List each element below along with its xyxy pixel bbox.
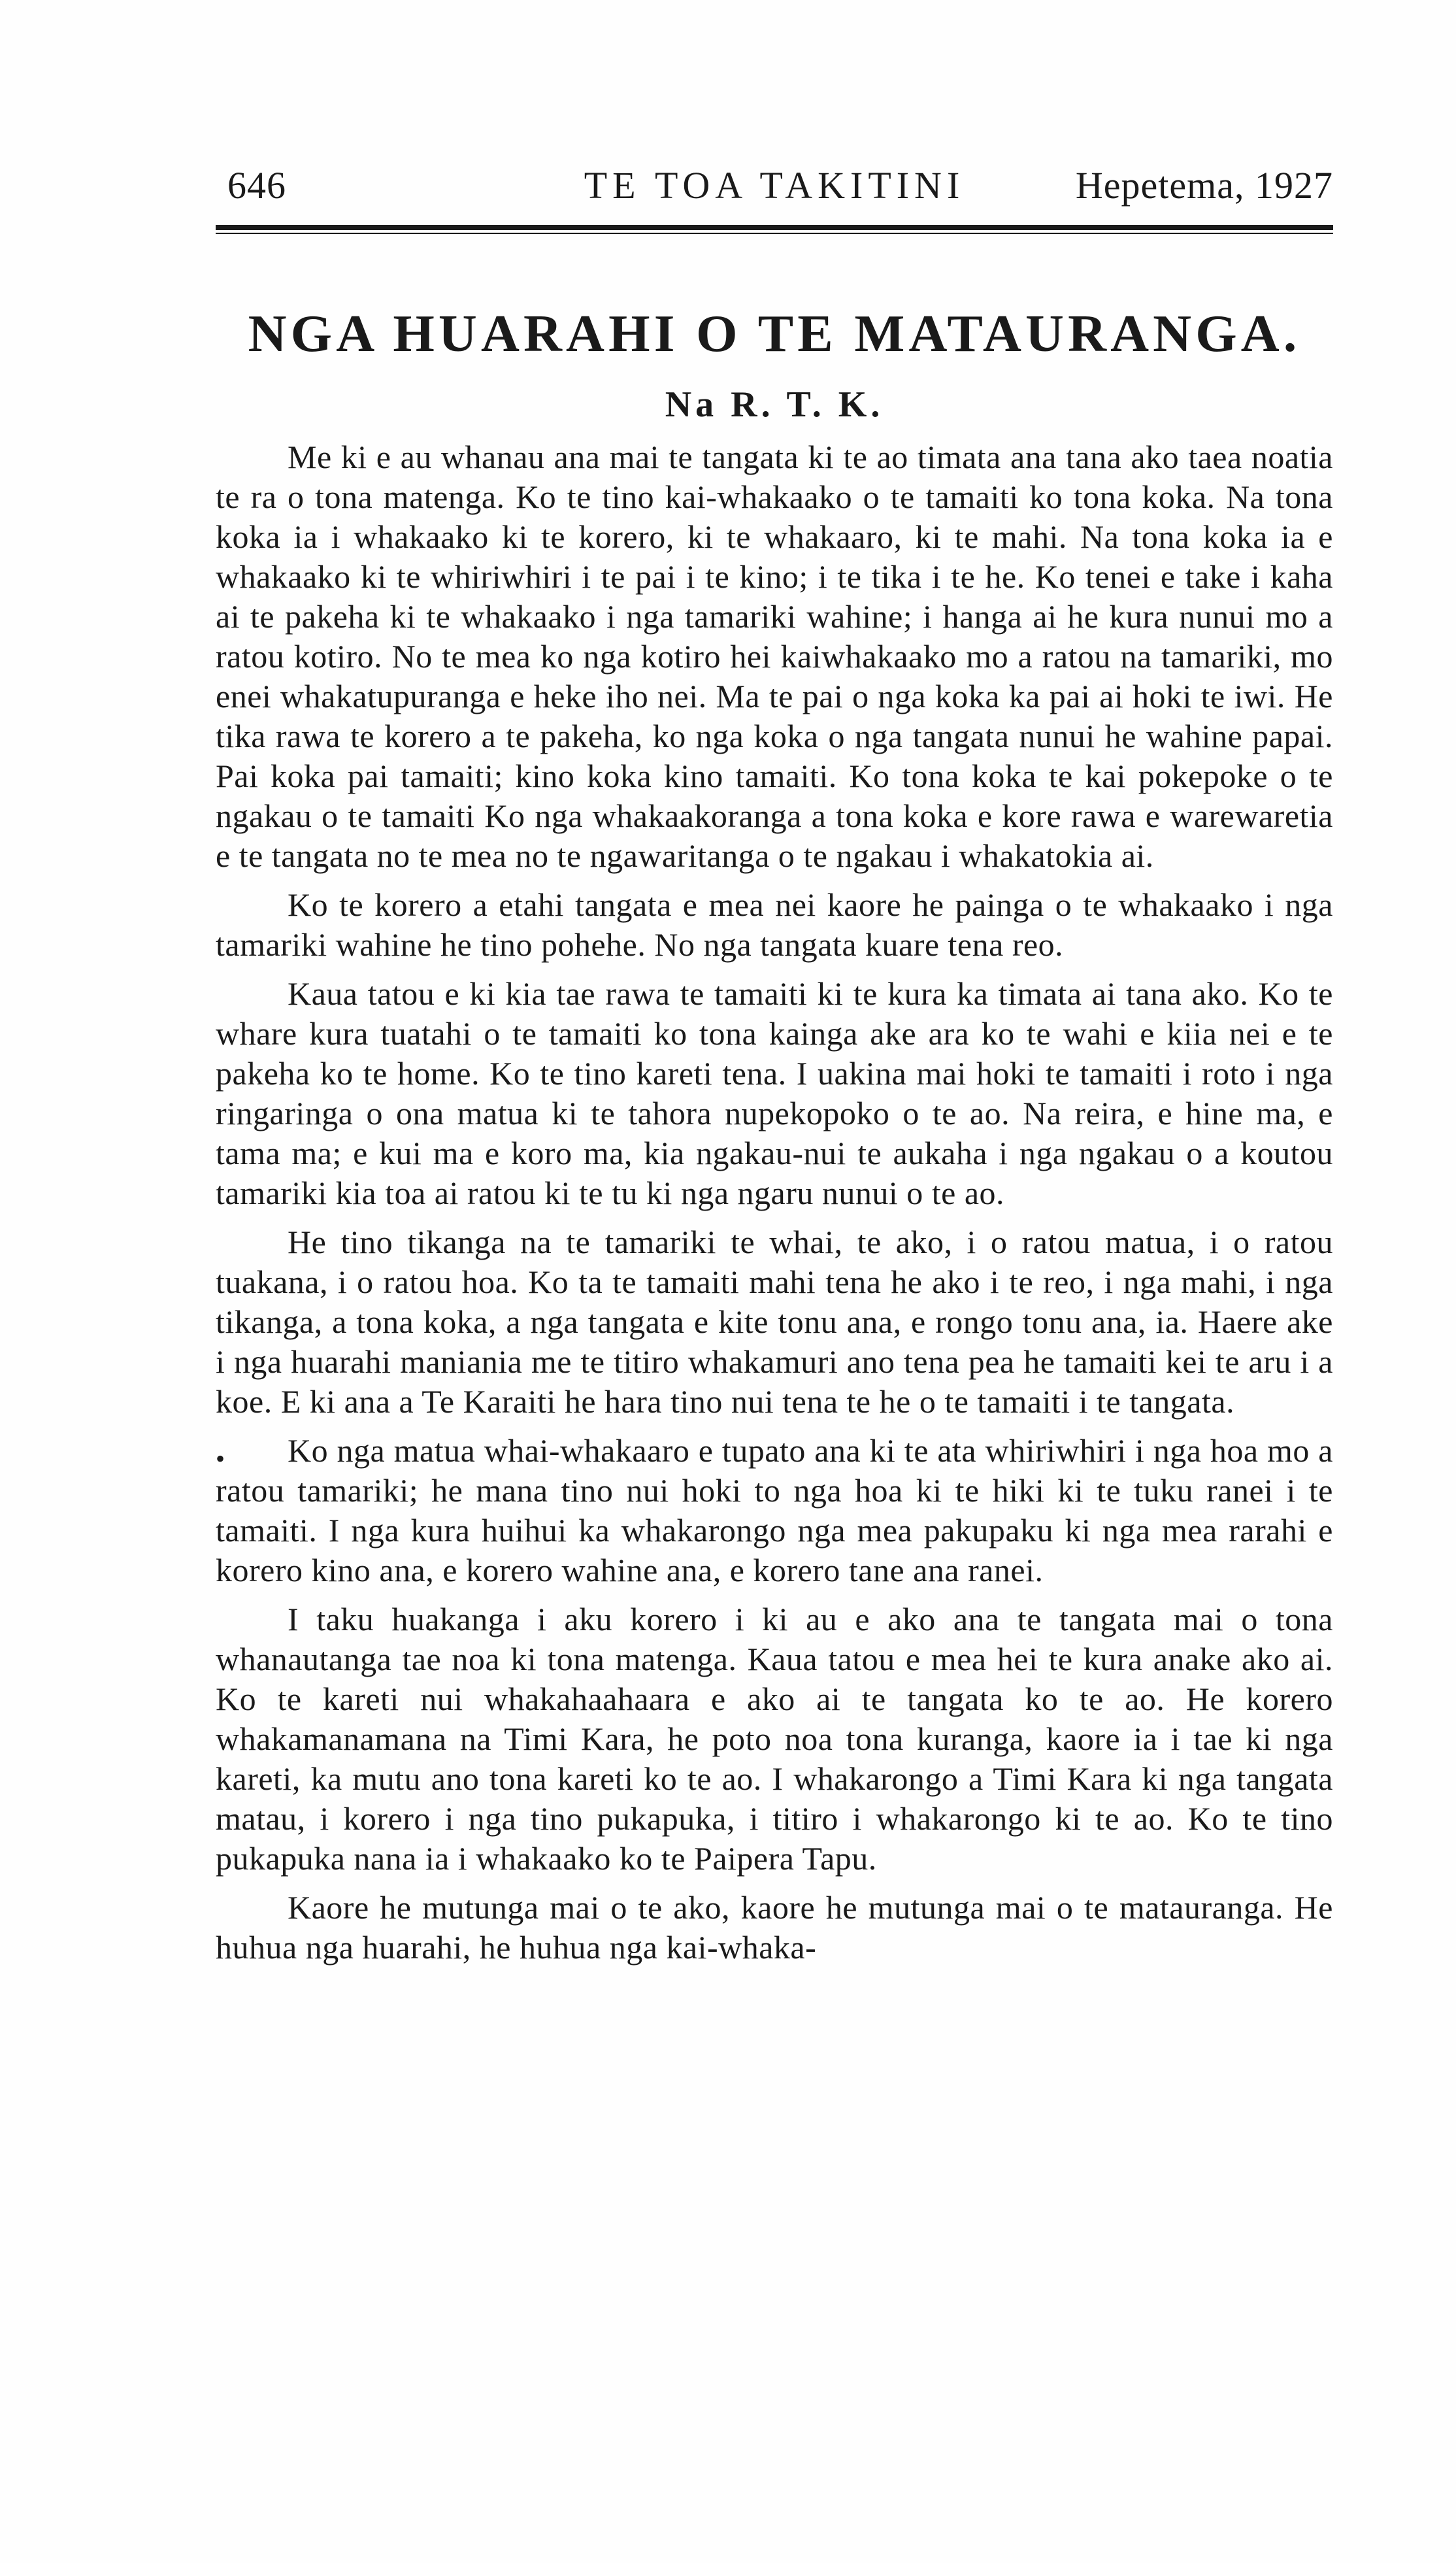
paragraph-2: Ko te korero a etahi tangata e mea nei kaore he painga o te whakaako i nga tamariki wahine he tino pohehe. No nga tangata kuare tena reo.: [216, 886, 1333, 963]
paragraph-3: Kaua tatou e ki kia tae rawa te tamaiti ki te kura ka timata ai tana ako. Ko te whare kura tuatahi o te tamaiti ko tona kainga ake ara ko te wahi e kiia nei e te pakeha ko te home. Ko te tino kareti tena. I uakina mai hoki te tamaiti i roto i nga ringaringa o ona matua ki te tahora nupekopoko o te ao. Na reira, e hine ma, e tama ma; e kui ma e koro ma, kia ngakau-nui te aukaha i nga ngakau o a koutou tamariki kia toa ai ratou ki te tu ki nga ngaru nunui o te ao.: [216, 975, 1333, 1211]
page-number: 646: [227, 164, 286, 207]
paragraph-4: He tino tikanga na te tamariki te whai, te ako, i o ratou matua, i o ratou tuakana, i o ratou hoa. Ko ta te tamaiti mahi tena he ako i te reo, i nga mahi, i nga tikanga, a tona koka, a nga tangata e kite tonu ana, e rongo tonu ana, ia. Haere ake i nga huarahi maniania me te titiro whakamuri ano tena pea he tamaiti kei te aru i a koe. E ki ana a Te Karaiti he hara tino nui tena te he o te tamaiti i te tangata.: [216, 1224, 1333, 1420]
header-rule-thick: [216, 225, 1333, 230]
paragraph-5-wrapper: [216, 1431, 1333, 1590]
publication-title: TE TOA TAKITINI: [584, 164, 965, 207]
bullet-mark: •: [216, 1444, 225, 1473]
issue-date: Hepetema, 1927: [1075, 164, 1333, 207]
page: [216, 163, 1333, 1977]
paragraph-5: Ko nga matua whai-whakaaro e tupato ana ki te ata whiriwhiri i nga hoa mo a ratou tamariki; he mana tino nui hoki to nga hoa ki te hiki ki te tuku ranei i te tamaiti. I nga kura huihui ka whakarongo nga mea pakupaku ki nga mea rarahi e korero kino ana, e korero wahine ana, e korero tane ana ranei.: [216, 1432, 1333, 1588]
running-head: [216, 163, 1333, 222]
header-rule-thin: [216, 233, 1333, 234]
article-body: [216, 437, 1333, 1968]
paragraph-6: I taku huakanga i aku korero i ki au e ako ana te tangata mai o tona whanautanga tae noa ki tona matenga. Kaua tatou e mea hei te kura anake ako ai. Ko te kareti nui whakahaahaara e ako ai te tangata ko te ao. He korero whakamanamana na Timi Kara, he poto noa tona kuranga, kaore ia i tae ki nga kareti, ka mutu ano tona kareti ko te ao. I whakarongo a Timi Kara ki nga tangata matau, i korero i nga tino pukapuka, i titiro i whakarongo ki te ao. Ko te tino pukapuka nana ia i whakaako ko te Paipera Tapu.: [216, 1601, 1333, 1877]
article-title: NGA HUARAHI O TE MATAURANGA.: [248, 305, 1301, 363]
article-byline: Na R. T. K.: [665, 384, 884, 425]
paragraph-7: Kaore he mutunga mai o te ako, kaore he mutunga mai o te matauranga. He huhua nga huarahi, he huhua nga kai-whaka-: [216, 1889, 1333, 1966]
paragraph-1: Me ki e au whanau ana mai te tangata ki te ao timata ana tana ako taea noatia te ra o tona matenga. Ko te tino kai-whakaako o te tamaiti ko tona koka. Na tona koka ia i whakaako ki te korero, ki te whakaaro, ki te mahi. Na tona koka ia e whakaako ki te whiriwhiri i te pai i te kino; i te tika i te he. Ko tenei e take i kaha ai te pakeha ki te whakaako i nga tamariki wahine; i hanga ai he kura nunui mo a ratou kotiro. No te mea ko nga kotiro hei kaiwhakaako mo a ratou na tamariki, mo enei whakatupuranga e heke iho nei. Ma te pai o nga koka ka pai ai hoki te iwi. He tika rawa te korero a te pakeha, ko nga koka o nga tangata nunui he wahine papai. Pai koka pai tamaiti; kino koka kino tamaiti. Ko tona koka te kai pokepoke o te ngakau o te tamaiti Ko nga whakaakoranga a tona koka e kore rawa e warewaretia e te tangata no te mea no te ngawaritanga o te ngakau i whakatokia ai.: [216, 439, 1333, 874]
